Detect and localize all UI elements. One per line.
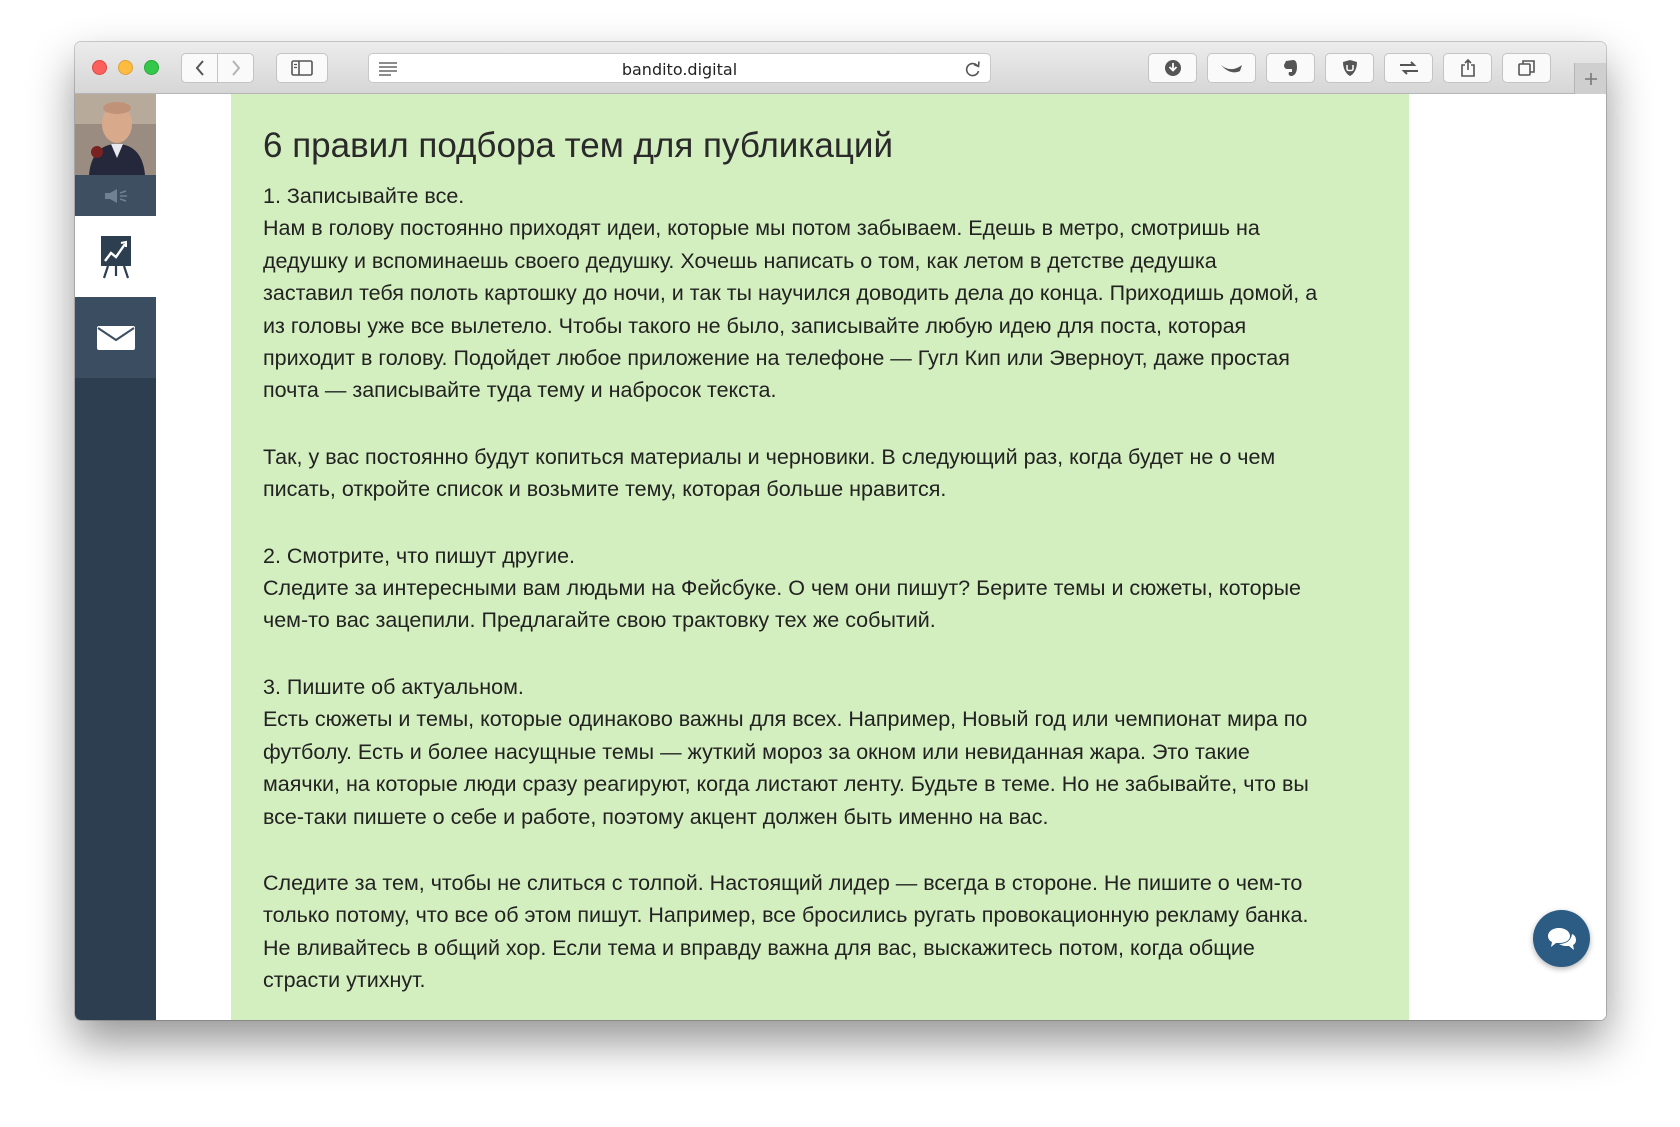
text-line: чем-то вас зацепили. Предлагайте свою трактовку тех же событий. — [263, 608, 936, 633]
sidebar-toggle-button[interactable] — [276, 53, 328, 83]
transfer-icon — [1398, 60, 1420, 76]
article-title: 6 правил подбора тем для публикаций — [263, 126, 893, 165]
download-icon — [1164, 59, 1182, 77]
text-line: только потому, что все об этом пишут. Например, все бросились ругать провокационную рекламу банка. — [263, 903, 1309, 928]
list-heading: 1. Записывайте все. — [263, 184, 465, 208]
text-line: Так, у вас постоянно будут копиться материалы и черновики. В следующий раз, когда будет не о чем — [263, 444, 1276, 469]
url-text[interactable]: bandito.digital — [621, 60, 738, 79]
text-line: приходит в голову. Подойдет любое приложение на телефоне — Гугл Кип или Эверноут, даже простая — [263, 346, 1290, 371]
evernote-icon — [1283, 59, 1299, 77]
share-button[interactable] — [1443, 53, 1492, 83]
address-bar[interactable] — [368, 53, 991, 83]
text-line: писать, откройте список и возьмите тему, которая больше нравится. — [263, 477, 947, 502]
plus-icon — [1583, 71, 1599, 87]
minimize-window-button[interactable] — [118, 60, 133, 75]
text-line: маячки, на которые люди сразу реагируют, когда листают ленту. Будьте в теме. Но не забывайте, что вы — [263, 772, 1309, 797]
avatar-photo — [75, 94, 156, 175]
sidebar-item-messages[interactable] — [75, 297, 156, 378]
text-line: из головы уже все вылетело. Чтобы такого не было, записывайте любую идею для поста, которая — [263, 313, 1247, 338]
text-line: Следите за интересными вам людьми на Фейсбуке. О чем они пишут? Берите темы и сюжеты, которые — [263, 576, 1301, 601]
tabs-icon — [1518, 59, 1536, 77]
speaker-icon — [103, 188, 129, 204]
article-paragraph — [263, 540, 1381, 637]
chevron-left-icon — [194, 60, 206, 76]
article-paragraph — [263, 671, 1381, 833]
transfer-button[interactable] — [1384, 53, 1433, 83]
chat-button[interactable] — [1533, 910, 1590, 967]
ublock-icon — [1342, 59, 1358, 77]
reload-icon[interactable] — [964, 60, 981, 78]
extension-button[interactable] — [1207, 53, 1256, 83]
left-sidebar — [75, 94, 156, 1020]
text-line: страсти утихнут. — [263, 968, 426, 993]
zoom-window-button[interactable] — [144, 60, 159, 75]
browser-window — [75, 42, 1606, 1020]
evernote-button[interactable] — [1266, 53, 1315, 83]
extension-icon — [1220, 61, 1244, 75]
share-icon — [1460, 58, 1476, 78]
text-line: Следите за тем, чтобы не слиться с толпой. Настоящий лидер — всегда в стороне. Не пишите о чем-то — [263, 870, 1303, 895]
tabs-overview-button[interactable] — [1502, 53, 1551, 83]
chart-icon — [99, 234, 133, 280]
text-line: футболу. Есть и более насущные темы — жуткий мороз за окном или невиданная жара. Это такие — [263, 739, 1250, 764]
list-heading: 3. Пишите об актуальном. — [263, 674, 524, 699]
avatar[interactable] — [75, 94, 156, 175]
chevron-right-icon — [230, 60, 242, 76]
sidebar-item-announcements[interactable] — [75, 175, 156, 216]
forward-button[interactable] — [217, 53, 254, 83]
article-card — [231, 94, 1409, 1020]
sidebar-icon — [291, 60, 313, 76]
text-line: Не вливайтесь в общий хор. Если тема и вправду важна для вас, выскажитесь потом, когда общие — [263, 935, 1255, 960]
article-paragraph — [263, 441, 1381, 506]
downloads-button[interactable] — [1148, 53, 1197, 83]
chat-icon — [1547, 926, 1577, 952]
text-line: дедушку и вспоминаешь своего дедушку. Хочешь написать о том, как летом в детстве дедушка — [263, 248, 1217, 273]
list-heading: 2. Смотрите, что пишут другие. — [263, 543, 576, 568]
ublock-button[interactable] — [1325, 53, 1374, 83]
text-line: Есть сюжеты и темы, которые одинаково важны для всех. Например, Новый год или чемпионат мира по — [263, 707, 1308, 732]
text-line: все-таки пишете о себе и работе, поэтому акцент должен быть именно на вас. — [263, 804, 1049, 829]
browser-toolbar — [75, 42, 1606, 94]
text-line: заставил тебя полоть картошку до ночи, и так ты научился доводить дела до конца. Приходишь домой, а — [263, 281, 1318, 306]
close-window-button[interactable] — [92, 60, 107, 75]
article-paragraph — [263, 867, 1381, 997]
new-tab-button[interactable] — [1574, 63, 1606, 94]
text-line: почта — записывайте туда тему и набросок текста. — [263, 378, 777, 403]
article-paragraph — [263, 180, 1381, 407]
mail-icon — [96, 325, 136, 351]
page-content — [156, 94, 1606, 1020]
text-line: Нам в голову постоянно приходят идеи, которые мы потом забываем. Едешь в метро, смотришь на — [263, 216, 1260, 241]
sidebar-item-analytics[interactable] — [75, 216, 156, 297]
back-button[interactable] — [181, 53, 218, 83]
